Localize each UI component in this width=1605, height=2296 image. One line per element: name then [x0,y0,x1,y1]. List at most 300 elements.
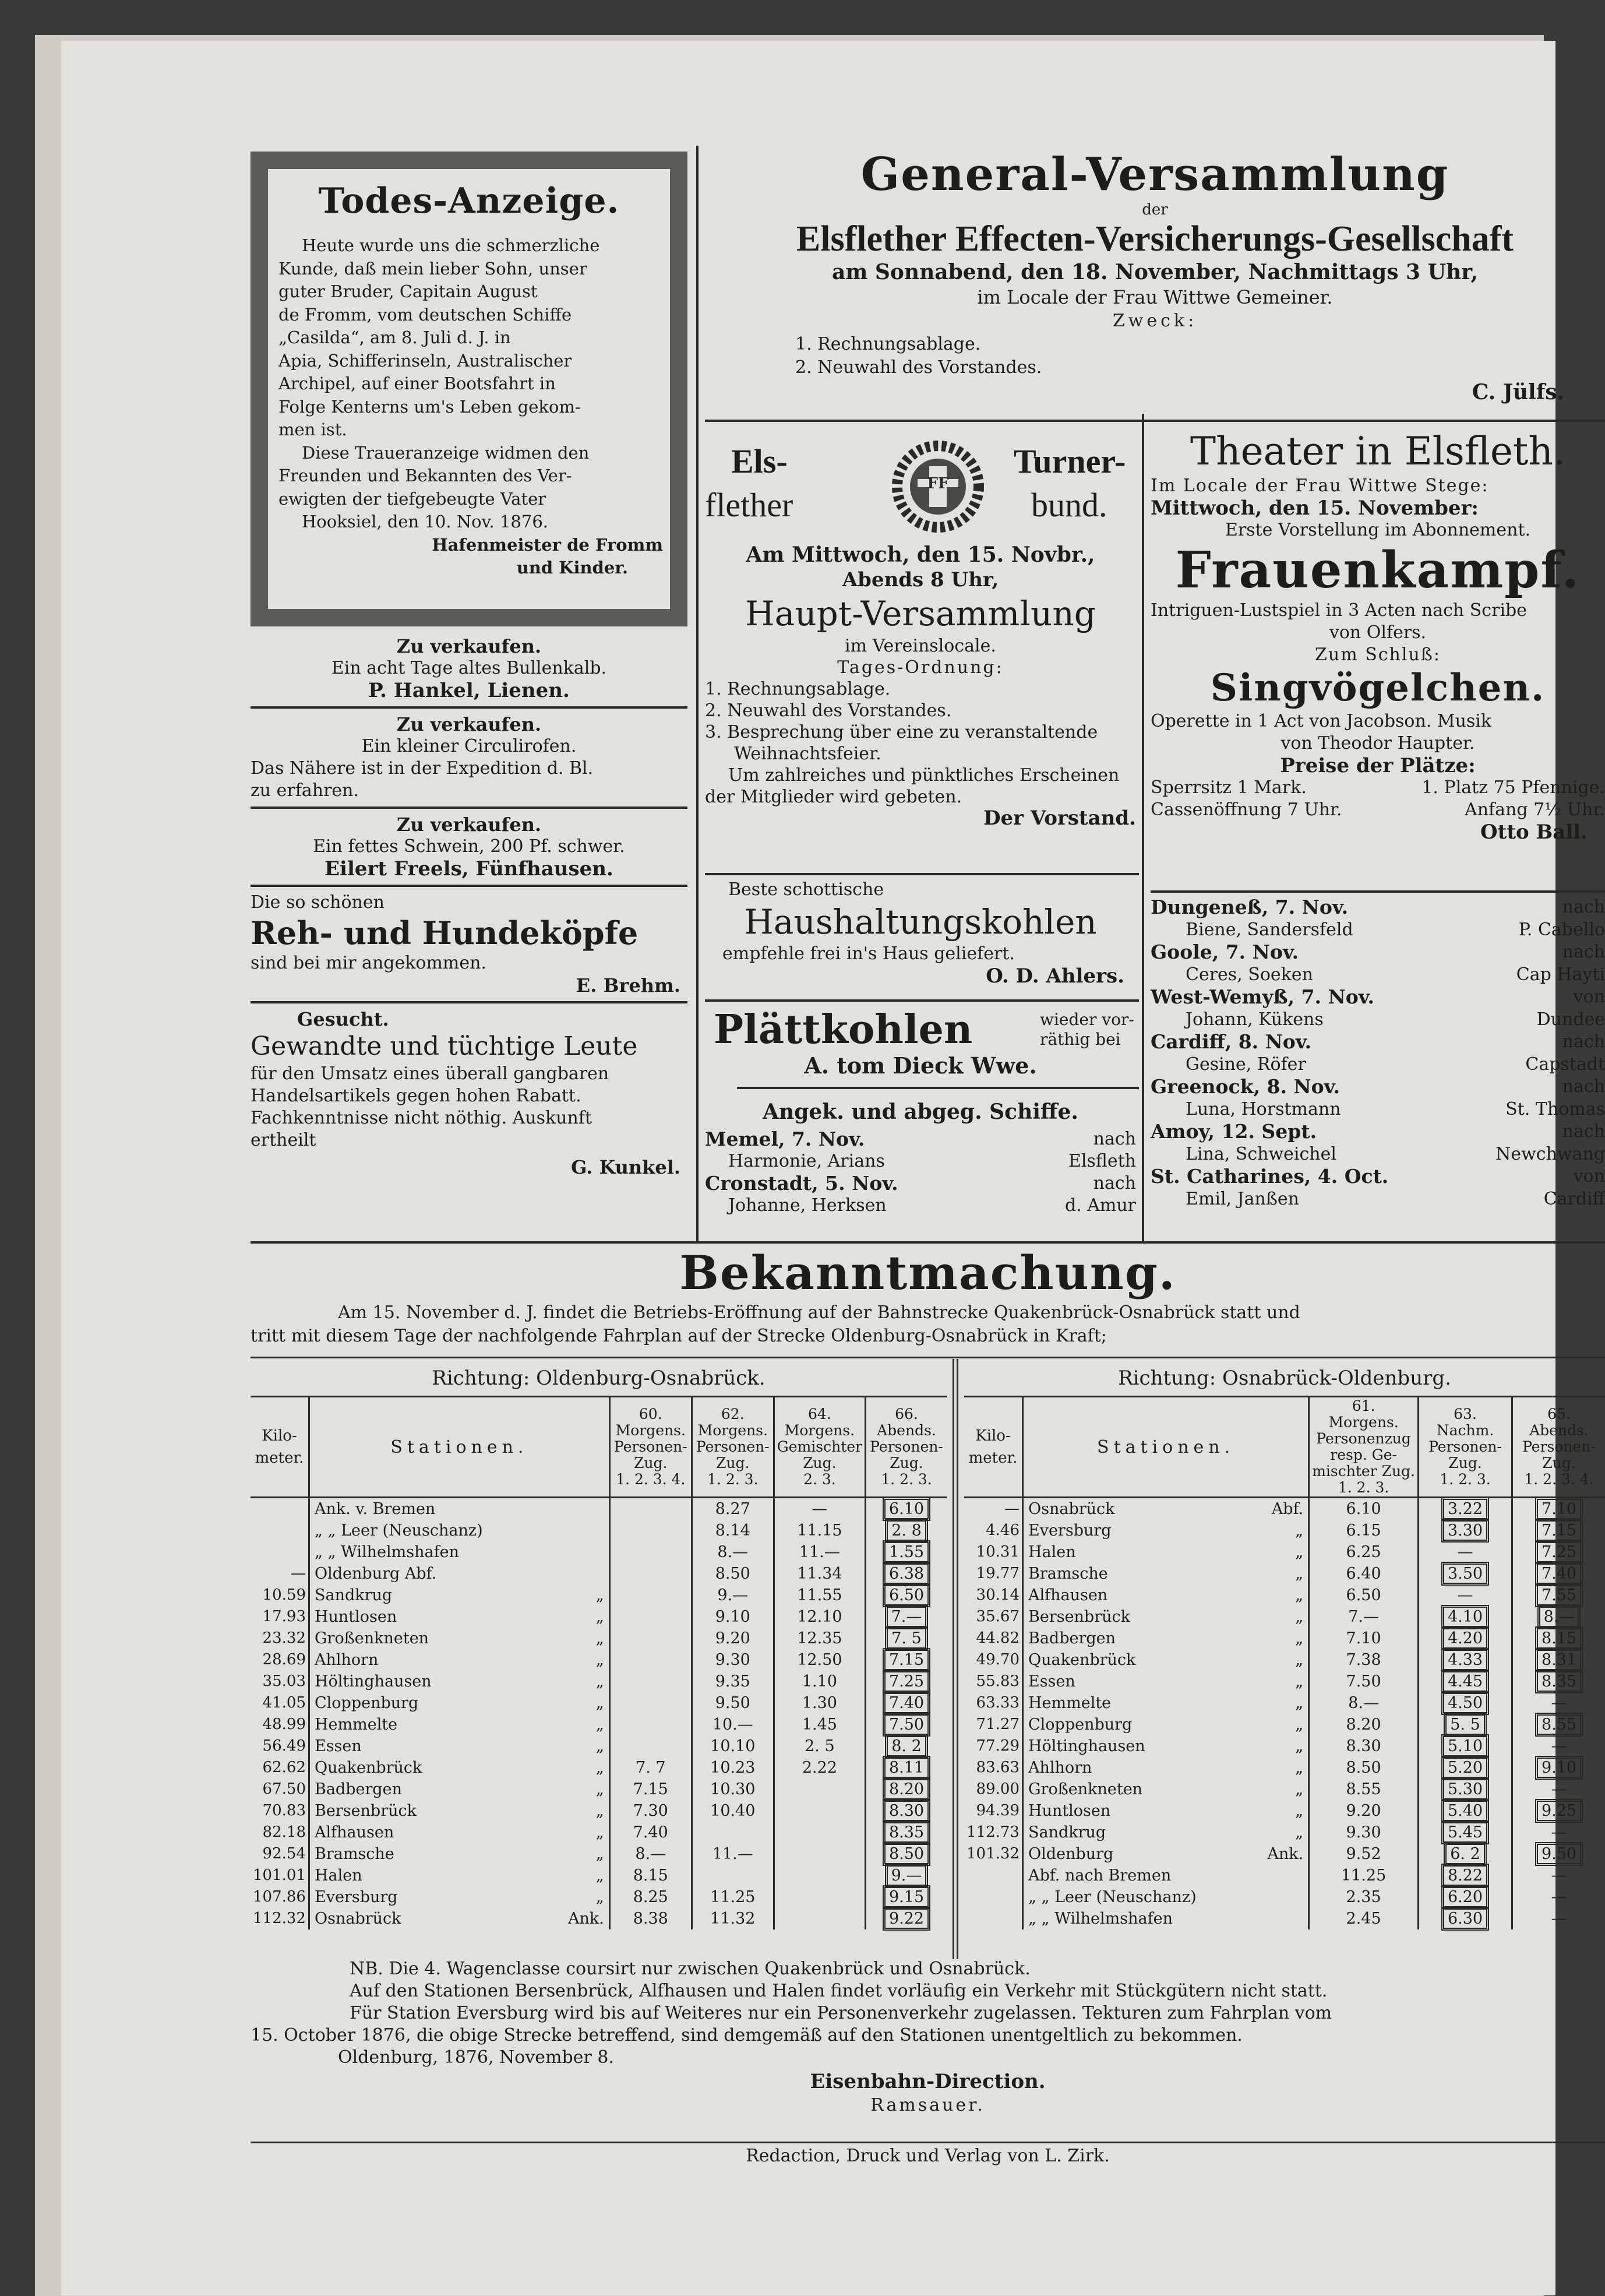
km-cell [964,1886,1022,1908]
time-cell: 10.10 [692,1735,774,1757]
time-cell: 8.50 [1309,1757,1419,1779]
timetable-notes: NB. Die 4. Wagenclasse coursirt nur zwischen Quakenbrück und Osnabrück. Auf den Stationen Bersenbrück, Alfhausen und Halen findet vorläufig ein Verkehr mit Stückgütern nicht statt. Für Station Eversburg wird bis auf Weiteres nur ein Personenverkehr zugelassen. Tekturen zum Fahrplan vom 15. October 1876, die obige Strecke betreffend, sind demgemäß auf den Stationen unentgeltlich zu bekommen. Oldenburg, 1876, November 8. Eisenbahn-Direction. Ramsauer. [251,1958,1605,2117]
time-cell: 4.10 [1419,1606,1512,1628]
km-cell: 48.99 [251,1714,309,1735]
time-cell [609,1498,692,1520]
timetable-row [964,1671,1605,1692]
timetable-left [251,1397,947,1929]
km-cell: 101.32 [964,1843,1022,1865]
station-cell: Bersenbrück [309,1800,549,1822]
ship-row [1151,896,1605,919]
time-cell: 11.32 [692,1908,774,1929]
time-cell: 3.30 [1419,1520,1512,1541]
km-cell: 10.31 [964,1541,1022,1563]
turnerbund-header: Els- flether Turner- bund. FF [705,431,1136,542]
time-cell: — [1419,1541,1512,1563]
km-cell: 77.29 [964,1735,1022,1757]
time-cell: 11.25 [1309,1865,1419,1886]
ship-row [1151,1009,1605,1031]
station-cell: Badbergen [1022,1628,1251,1649]
abf-ank-cell: „ [549,1584,609,1606]
abf-ank-cell: „ [1252,1541,1309,1563]
time-cell: 9.10 [1512,1757,1605,1779]
ship-name: Luna, Horstmann [1151,1098,1341,1121]
abf-ank-cell: „ [549,1735,609,1757]
km-cell: 35.03 [251,1671,309,1692]
ship-row [1151,986,1605,1009]
station-cell: Bramsche [1022,1563,1251,1584]
time-cell: 7.40 [609,1822,692,1843]
ship-row [1151,1165,1605,1188]
km-cell [964,1908,1022,1929]
abf-ank-cell: „ [1252,1779,1309,1800]
timetable-row [251,1843,947,1865]
time-cell: 8.22 [1419,1865,1512,1886]
timetable-osnabrueck-oldenburg [964,1361,1605,1929]
svg-text:FF: FF [927,475,949,492]
header-train-63: 63. Nachm. Personen- Zug. 1. 2. 3. [1419,1397,1512,1498]
time-cell [609,1628,692,1649]
time-cell: 9.30 [1309,1822,1419,1843]
station-cell: Cloppenburg [309,1692,549,1714]
station-cell: Großenkneten [1022,1779,1251,1800]
station-cell: „ „ Leer (Neuschanz) [309,1520,549,1541]
km-cell: 10.59 [251,1584,309,1606]
km-cell: 112.73 [964,1822,1022,1843]
timetable-row [251,1671,947,1692]
port-date: West-Wemyß, 7. Nov. [1151,986,1374,1009]
time-cell: 9.— [692,1584,774,1606]
divider [251,706,687,709]
timetable-oldenburg-osnabrueck [251,1361,947,1929]
timetable-row [251,1649,947,1671]
station-cell: Huntlosen [309,1606,549,1628]
time-cell [609,1563,692,1584]
station-cell: Eversburg [309,1886,549,1908]
ship-row: Cronstadt, 5. Nov. nach [705,1172,1136,1195]
abf-ank-cell: „ [549,1606,609,1628]
death-notice-title: Todes-Anzeige. [268,181,670,221]
abf-ank-cell: „ [1252,1800,1309,1822]
km-cell: — [251,1563,309,1584]
time-cell: 8.— [1309,1692,1419,1714]
station-cell: Essen [1022,1671,1251,1692]
ship-destination: nach [1562,1031,1605,1054]
ad-gesucht: Gesucht. Gewandte und tüchtige Leute für den Umsatz eines überall gangbaren Handelsartikels gegen hohen Rabatt. Fachkenntnisse nicht nöthig. Auskunft ertheilt G. Kunkel. [251,1008,687,1178]
time-cell: 8.38 [609,1908,692,1929]
timetable-row [964,1735,1605,1757]
direction-label: Richtung: Osnabrück-Oldenburg. [964,1361,1605,1396]
ship-row [1151,1054,1605,1076]
timetable-row [964,1606,1605,1628]
time-cell: 9.30 [692,1649,774,1671]
ship-name: Emil, Janßen [1151,1188,1299,1211]
ship-row [1151,1098,1605,1121]
abf-ank-cell: Abf. [1252,1498,1309,1520]
time-cell: 5.40 [1419,1800,1512,1822]
time-cell: — [1512,1779,1605,1800]
abf-ank-cell: „ [1252,1606,1309,1628]
divider [251,1241,1605,1244]
time-cell [774,1822,865,1843]
ship-destination: nach [1562,896,1605,919]
station-cell: Osnabrück [309,1908,549,1929]
turnerbund-ad: Els- flether Turner- bund. FF Am Mittwoch, den 15. Novbr., Abends 8 Uhr, Haupt-Versammlung im Vereinslocale. Tages-Ordnung: 1. Rechnungsablage. 2. Neuwahl des Vorstandes. 3. Besprechung über eine zu veranstaltende Weihnachtsfeier. Um zahlreiches und pünktliches Erscheinen der Mitglieder wird gebeten. Der Vorstand. [705,431,1136,829]
km-cell: 107.86 [251,1886,309,1908]
time-cell: 6.40 [1309,1563,1419,1584]
time-cell [609,1520,692,1541]
divider [251,1001,687,1003]
abf-ank-cell: „ [549,1714,609,1735]
time-cell: 8.35 [1512,1671,1605,1692]
time-cell: 3.50 [1419,1563,1512,1584]
divider [251,2142,1605,2143]
km-cell: 101.01 [251,1865,309,1886]
header-stations: Stationen. [1022,1397,1308,1498]
time-cell: 8.— [692,1541,774,1563]
abf-ank-cell: „ [1252,1628,1309,1649]
ship-destination: St. Thomas [1505,1098,1605,1121]
left-ads [251,635,687,1178]
ship-row [1151,1121,1605,1143]
header-train-61: 61. Morgens. Personenzug resp. Ge- mischter Zug. 1. 2. 3. [1309,1397,1419,1498]
time-cell: 7.40 [866,1692,947,1714]
ship-name: Biene, Sandersfeld [1151,919,1353,942]
abf-ank-cell: „ [1252,1735,1309,1757]
time-cell [774,1908,865,1929]
station-cell: Ank. v. Bremen [309,1498,549,1520]
divider [251,1357,1605,1358]
theater-ad: Theater in Elsfleth. Im Locale der Frau Wittwe Stege: Mittwoch, den 15. November: Erste Vorstellung im Abonnement. Frauenkampf. Intriguen-Lustspiel in 3 Acten nach Scribe von Olfers. Zum Schluß: Singvögelchen. Operette in 1 Act von Jacobson. Musik von Theodor Haupter. Preise der Plätze: Sperrsitz 1 Mark. 1. Platz 75 Pfennige. Cassenöffnung 7 Uhr. Anfang 7½ Uhr. Otto Ball. [1151,428,1605,843]
ship-destination: Capstadt [1525,1054,1605,1076]
time-cell: — [1512,1886,1605,1908]
timetable-row [251,1692,947,1714]
ship-row: Johanne, Herksen d. Amur [705,1195,1136,1217]
divider [1151,890,1605,893]
time-cell: 8.20 [866,1779,947,1800]
time-cell [609,1584,692,1606]
km-cell: 67.50 [251,1779,309,1800]
abf-ank-cell [549,1520,609,1541]
station-cell: Höltinghausen [309,1671,549,1692]
km-cell: 92.54 [251,1843,309,1865]
direction-label: Richtung: Oldenburg-Osnabrück. [251,1361,947,1396]
timetable-row [251,1498,947,1520]
timetable-row [251,1822,947,1843]
time-cell: 9.20 [1309,1800,1419,1822]
ship-destination: von [1574,986,1605,1009]
station-cell: Quakenbrück [309,1757,549,1779]
station-cell: Halen [1022,1541,1251,1563]
ship-destination: Dundee [1537,1009,1605,1031]
abf-ank-cell [549,1498,609,1520]
km-cell: 55.83 [964,1671,1022,1692]
time-cell: 7.55 [1512,1584,1605,1606]
time-cell: 1.45 [774,1714,865,1735]
time-cell: 7.25 [1512,1541,1605,1563]
ship-row [1151,941,1605,964]
timetable-row [964,1498,1605,1520]
time-cell: 2.22 [774,1757,865,1779]
abf-ank-cell: „ [1252,1822,1309,1843]
station-cell: Oldenburg [1022,1843,1251,1865]
km-cell: 56.49 [251,1735,309,1757]
gv-title: General-Versammlung [705,149,1605,201]
timetable-row [964,1714,1605,1735]
km-cell: 62.62 [251,1757,309,1779]
time-cell: 7.15 [866,1649,947,1671]
timetable-row [251,1628,947,1649]
km-cell [251,1541,309,1563]
time-cell: 2.35 [1309,1886,1419,1908]
ship-row: Harmonie, Arians Elsfleth [705,1150,1136,1172]
abf-ank-cell: Ank. [549,1908,609,1929]
port-date: Greenock, 8. Nov. [1151,1076,1340,1098]
timetable-row [964,1908,1605,1929]
header-km: Kilo- meter. [251,1397,309,1498]
time-cell: 9.52 [1309,1843,1419,1865]
timetable-row [251,1606,947,1628]
ad-hundekoepfe: Die so schönen Reh- und Hundeköpfe sind bei mir angekommen. E. Brehm. [251,892,687,996]
time-cell: 12.10 [774,1606,865,1628]
ship-name: Gesine, Röfer [1151,1054,1306,1076]
divider [705,999,1139,1002]
ship-row [1151,1143,1605,1166]
time-cell [774,1800,865,1822]
time-cell: 7. 7 [609,1757,692,1779]
time-cell: 5.30 [1419,1779,1512,1800]
newspaper-page [61,41,1555,2295]
play-title: Frauenkampf. [1151,541,1605,600]
abf-ank-cell: „ [1252,1671,1309,1692]
time-cell: 8.15 [1512,1628,1605,1649]
divider [737,1087,1139,1089]
ship-destination: nach [1562,1076,1605,1098]
port-date: Amoy, 12. Sept. [1151,1121,1317,1143]
station-cell: Cloppenburg [1022,1714,1251,1735]
station-cell: Osnabrück [1022,1498,1251,1520]
ship-name: Ceres, Soeken [1151,964,1313,987]
time-cell: 5. 5 [1419,1714,1512,1735]
station-cell: Hemmelte [1022,1692,1251,1714]
station-cell: Abf. nach Bremen [1022,1865,1251,1886]
abf-ank-cell: „ [549,1692,609,1714]
time-cell: 8.30 [1309,1735,1419,1757]
time-cell: 6.50 [1309,1584,1419,1606]
time-cell: 8.27 [692,1498,774,1520]
time-cell: 7.38 [1309,1649,1419,1671]
station-cell: Quakenbrück [1022,1649,1251,1671]
abf-ank-cell: „ [549,1628,609,1649]
time-cell [609,1541,692,1563]
timetable-row [964,1541,1605,1563]
time-cell [609,1714,692,1735]
ships-right [1151,896,1605,1210]
bekanntmachung-intro: Am 15. November d. J. findet die Betriebs-Eröffnung auf der Bahnstrecke Quakenbrück-Osnabrück statt und tritt mit diesem Tage der nachfolgende Fahrplan auf der Strecke Oldenburg-Osnabrück in Kraft; [251,1301,1605,1348]
station-cell: Alfhausen [1022,1584,1251,1606]
timetable-row [251,1800,947,1822]
km-cell: 83.63 [964,1757,1022,1779]
time-cell: — [774,1498,865,1520]
abf-ank-cell: „ [1252,1692,1309,1714]
time-cell: 8. 2 [866,1735,947,1757]
time-cell: 9.22 [866,1908,947,1929]
abf-ank-cell: „ [1252,1714,1309,1735]
time-cell: 10.30 [692,1779,774,1800]
ship-row [1151,919,1605,942]
station-cell: Höltinghausen [1022,1735,1251,1757]
station-cell: Oldenburg Abf. [309,1563,549,1584]
time-cell: — [1512,1865,1605,1886]
ship-destination: von [1574,1165,1605,1188]
time-cell [609,1735,692,1757]
km-cell: 41.05 [251,1692,309,1714]
abf-ank-cell: Ank. [1252,1843,1309,1865]
time-cell: 6.10 [866,1498,947,1520]
theater-title: Theater in Elsfleth. [1151,428,1605,475]
time-cell: 6.15 [1309,1520,1419,1541]
timetable-row [964,1692,1605,1714]
abf-ank-cell: „ [549,1886,609,1908]
time-cell: 7.10 [1512,1498,1605,1520]
timetable-row [251,1757,947,1779]
timetable-row [964,1843,1605,1865]
ad-schwein: Zu verkaufen. Ein fettes Schwein, 200 Pf. schwer. Eilert Freels, Fünfhausen. [251,814,687,880]
table-header-row [251,1397,947,1498]
time-cell: 9.50 [1512,1843,1605,1865]
port-date: Dungeneß, 7. Nov. [1151,896,1348,919]
timetable-row [251,1520,947,1541]
timetable-row [251,1541,947,1563]
abf-ank-cell: „ [549,1865,609,1886]
time-cell [609,1692,692,1714]
time-cell: 1.30 [774,1692,865,1714]
time-cell: 11.15 [774,1520,865,1541]
km-cell: 112.32 [251,1908,309,1929]
station-cell: Bramsche [309,1843,549,1865]
station-cell: Sandkrug [309,1584,549,1606]
km-cell: 49.70 [964,1649,1022,1671]
station-cell: Hemmelte [309,1714,549,1735]
plaettkohlen-ad: Plättkohlen wieder vor- räthig bei A. tom Dieck Wwe. [705,1005,1136,1081]
time-cell [692,1822,774,1843]
table-divider [953,1359,958,1959]
time-cell: 12.35 [774,1628,865,1649]
table-header-row [964,1397,1605,1498]
time-cell: — [1512,1908,1605,1929]
km-cell: 17.93 [251,1606,309,1628]
time-cell: 9.20 [692,1628,774,1649]
abf-ank-cell: „ [1252,1757,1309,1779]
time-cell [609,1606,692,1628]
time-cell: 2. 5 [774,1735,865,1757]
time-cell: 8.50 [866,1843,947,1865]
km-cell: 89.00 [964,1779,1022,1800]
km-cell: 19.77 [964,1563,1022,1584]
time-cell: 11.34 [774,1563,865,1584]
header-stations: Stationen. [309,1397,609,1498]
time-cell: 7.— [1309,1606,1419,1628]
station-cell: Eversburg [1022,1520,1251,1541]
general-assembly-ad: General-Versammlung der Elsflether Effecten-Versicherungs-Gesellschaft am Sonnabend, den 18. November, Nachmittags 3 Uhr, im Locale der Frau Wittwe Gemeiner. Zweck: 1. Rechnungsablage. 2. Neuwahl des Vorstandes. C. Jülfs. [705,149,1605,405]
time-cell: — [1419,1584,1512,1606]
timetable-row [964,1822,1605,1843]
timetable-row [251,1584,947,1606]
turner-wreath-icon [888,437,987,536]
ship-destination: P. Cabello [1519,919,1605,942]
km-cell: 23.32 [251,1628,309,1649]
ship-row [1151,1031,1605,1054]
time-cell: 3.22 [1419,1498,1512,1520]
time-cell: — [1512,1822,1605,1843]
time-cell: 8.15 [609,1865,692,1886]
time-cell: 1.10 [774,1671,865,1692]
timetable-row [964,1649,1605,1671]
station-cell: Bersenbrück [1022,1606,1251,1628]
ship-row: Memel, 7. Nov. nach [705,1128,1136,1150]
time-cell: 7.15 [1512,1520,1605,1541]
abf-ank-cell: „ [549,1800,609,1822]
timetable-row [251,1865,947,1886]
time-cell [774,1779,865,1800]
time-cell: 8.30 [866,1800,947,1822]
station-cell: „ „ Wilhelmshafen [1022,1908,1251,1929]
abf-ank-cell: „ [1252,1563,1309,1584]
time-cell: 4.20 [1419,1628,1512,1649]
time-cell [774,1843,865,1865]
time-cell: 12.50 [774,1649,865,1671]
death-notice [251,152,687,626]
column-rule [1142,414,1144,1241]
time-cell: 5.45 [1419,1822,1512,1843]
km-cell [251,1520,309,1541]
death-notice-text: Heute wurde uns die schmerzliche Kunde, daß mein lieber Sohn, unser guter Bruder, Capitain August de Fromm, vom deutschen Schiffe „Casilda“, am 8. Juli d. J. in Apia, Schifferinseln, Australischer Archipel, auf einer Bootsfahrt in Folge Kenterns um's Leben gekom- men ist. Diese Traueranzeige widmen den Freunden und Bekannten des Ver- ewigten der tiefgebeugte Vater Hooksiel, den 10. Nov. 1876. Hafenmeister de Fromm und Kinder. [278,234,663,580]
abf-ank-cell: „ [549,1649,609,1671]
time-cell [609,1649,692,1671]
timetable-row [964,1520,1605,1541]
ship-name: Lina, Schweichel [1151,1143,1336,1166]
km-cell: 44.82 [964,1628,1022,1649]
timetable-row [964,1779,1605,1800]
divider [705,420,1605,422]
header-km: Kilo- meter. [964,1397,1022,1498]
time-cell: 8.— [1512,1606,1605,1628]
time-cell: 9.10 [692,1606,774,1628]
time-cell: 7. 5 [866,1628,947,1649]
header-train-64: 64. Morgens. Gemischter Zug. 2. 3. [774,1397,865,1498]
time-cell: 8.35 [866,1822,947,1843]
ship-row [1151,1076,1605,1098]
coal-ad: Beste schottische Haushaltungskohlen empfehle frei in's Haus geliefert. O. D. Ahlers. [705,879,1136,987]
time-cell: 6.30 [1419,1908,1512,1929]
ships-left: Angek. und abgeg. Schiffe. Memel, 7. Nov. nach Harmonie, Arians Elsfleth Cronstadt, 5. Nov. nach Johanne, Herksen d. Amur [705,1096,1136,1217]
station-cell: Halen [309,1865,549,1886]
station-cell: Huntlosen [1022,1800,1251,1822]
km-cell: 71.27 [964,1714,1022,1735]
divider [705,873,1139,875]
time-cell: — [1512,1735,1605,1757]
timetable-row [251,1886,947,1908]
time-cell [774,1886,865,1908]
time-cell: 8.20 [1309,1714,1419,1735]
station-cell: Essen [309,1735,549,1757]
port-date: Cardiff, 8. Nov. [1151,1031,1311,1054]
station-cell: Sandkrug [1022,1822,1251,1843]
abf-ank-cell: „ [549,1822,609,1843]
time-cell: 4.50 [1419,1692,1512,1714]
time-cell: 8.55 [1512,1714,1605,1735]
km-cell: 63.33 [964,1692,1022,1714]
